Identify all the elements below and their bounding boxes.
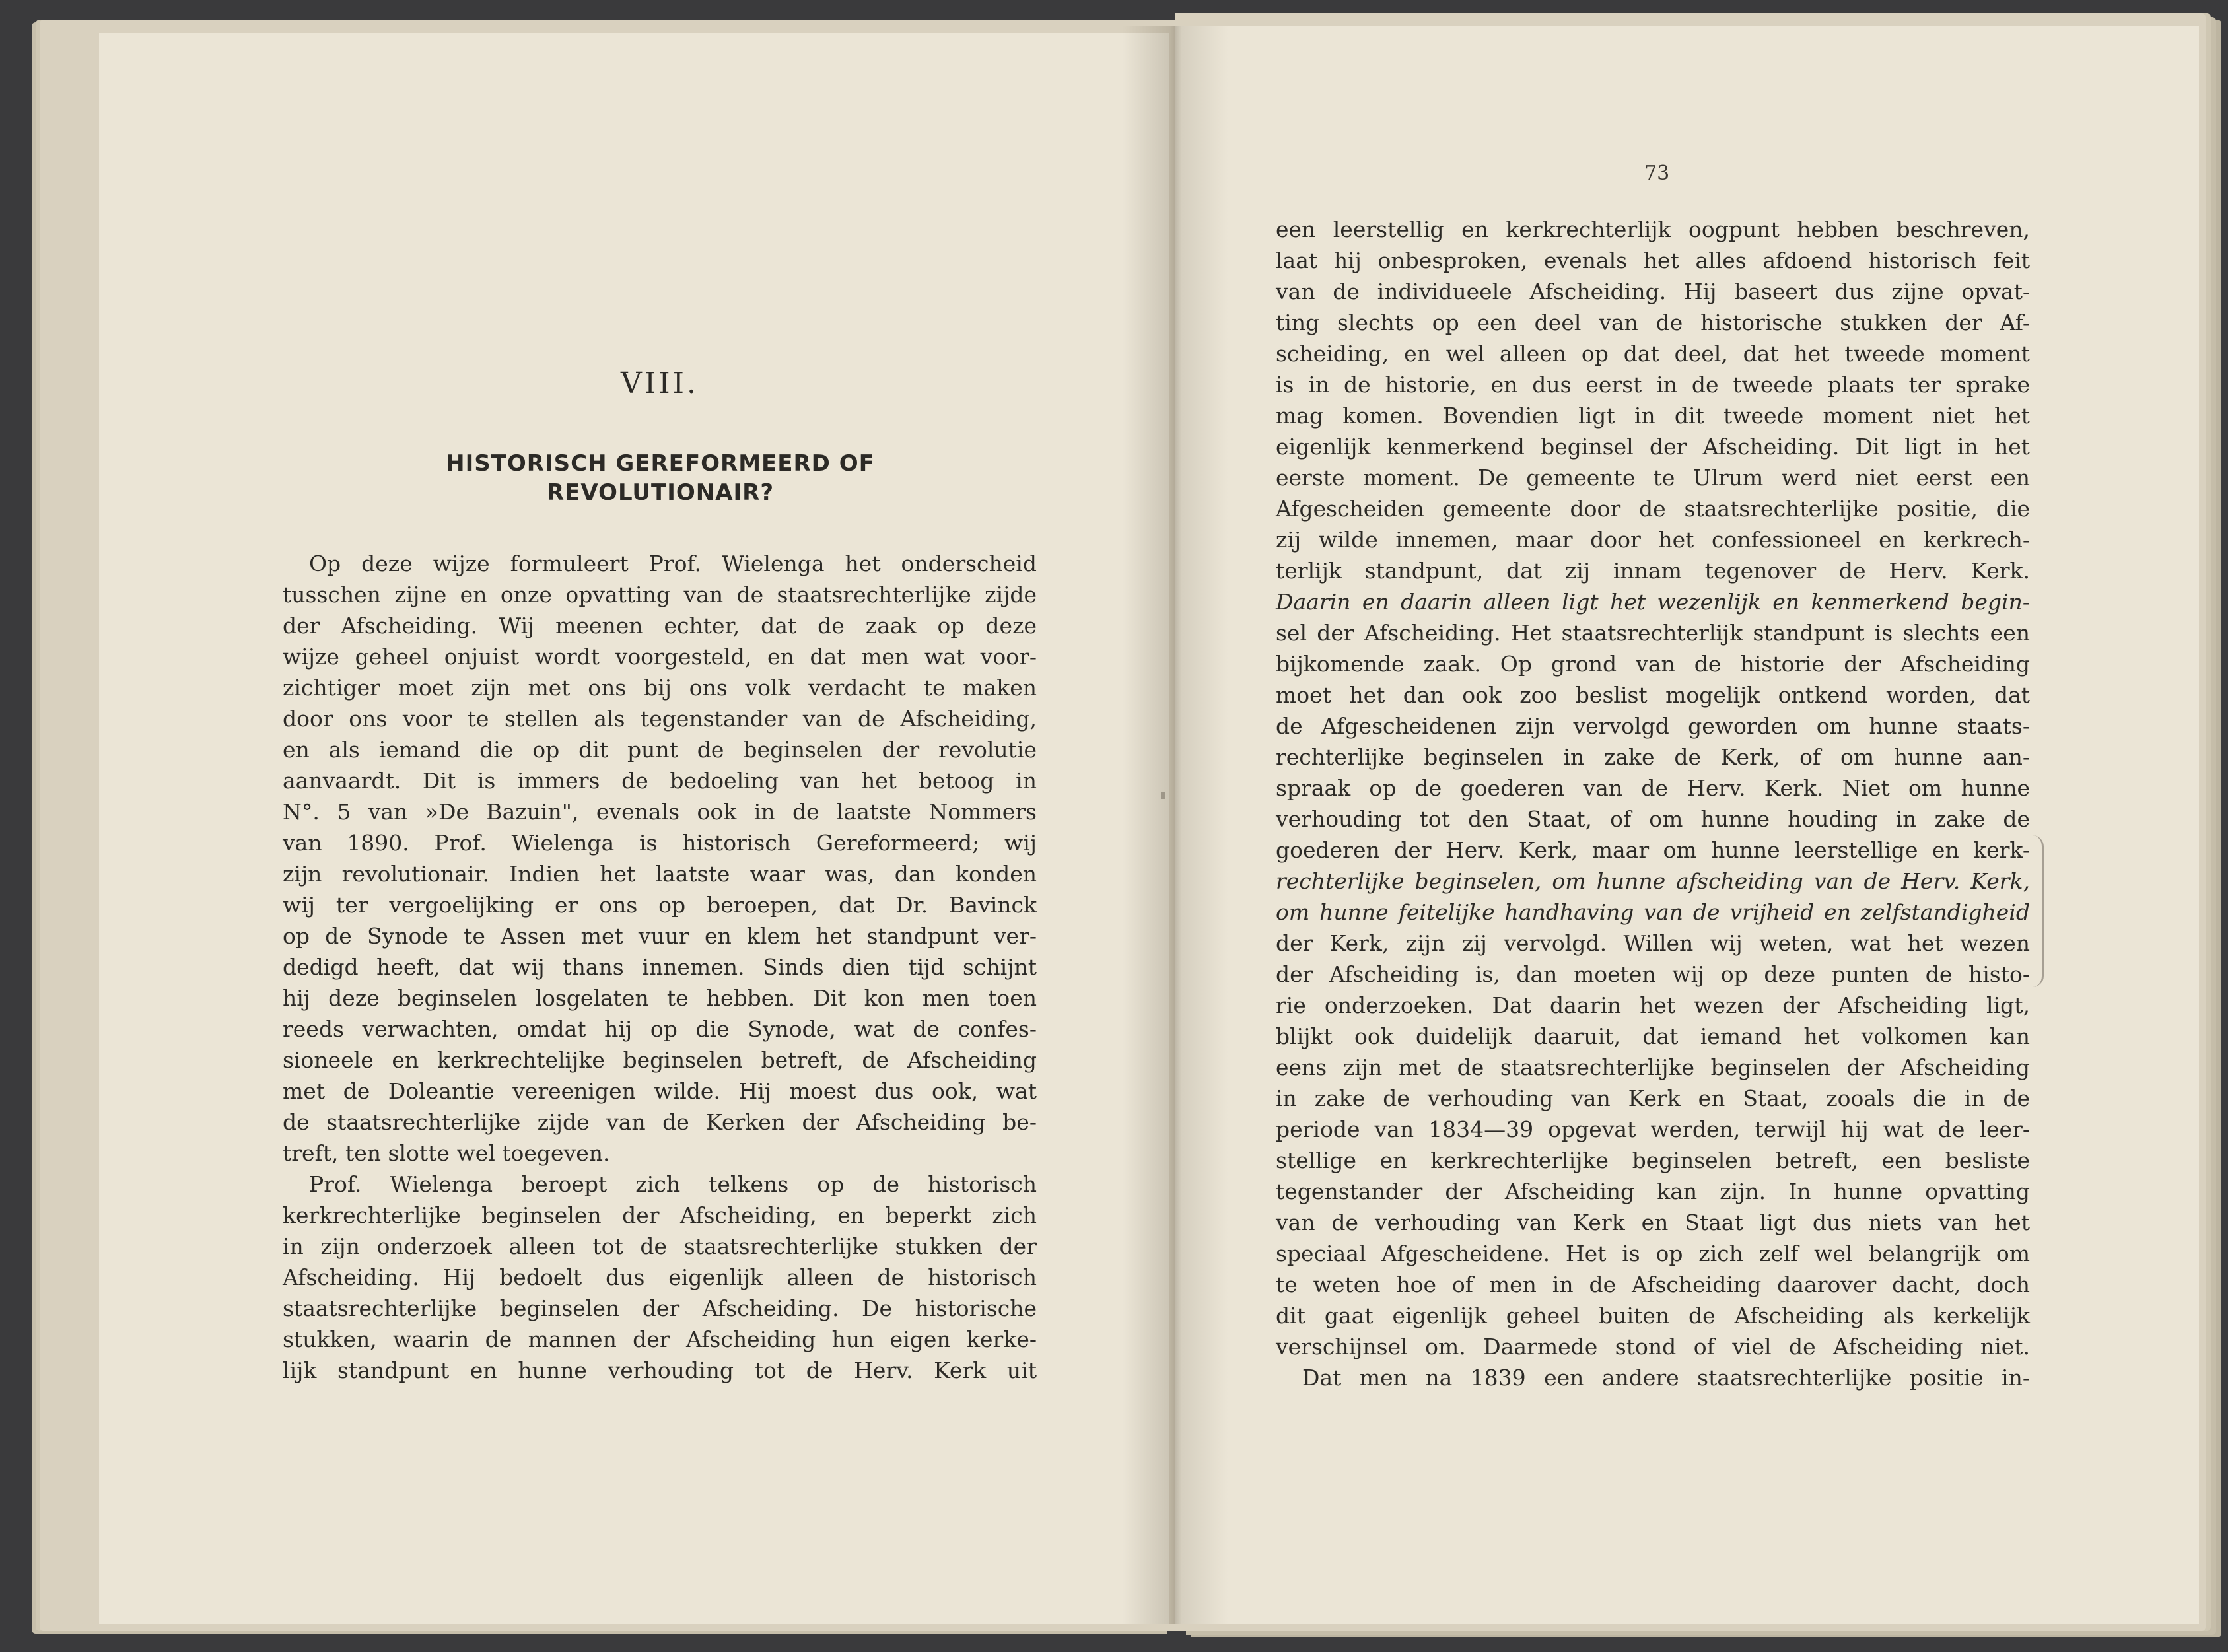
text-line: Daarin en daarin alleen ligt het wezenlijk en kenmerkend begin- (1276, 589, 2030, 615)
text-line: zichtiger moet zijn met ons bij ons volk verdacht te maken (283, 675, 1037, 701)
text-line: de Afgescheidenen zijn vervolgd geworden om hunne staats- (1276, 713, 2030, 739)
text-line: mag komen. Bovendien ligt in dit tweede moment niet het (1276, 403, 2030, 429)
text-line: laat hij onbesproken, evenals het alles afdoend historisch feit (1276, 248, 2030, 273)
book-gutter (1123, 26, 1228, 1624)
text-line: bijkomende zaak. Op grond van de historie der Afscheiding (1276, 651, 2030, 677)
text-line: verhouding tot den Staat, of om hunne houding in zake de (1276, 806, 2030, 832)
text-line: rechterlijke beginselen in zake de Kerk, of om hunne aan- (1276, 744, 2030, 770)
chapter-number: VIII. (621, 366, 699, 400)
text-line: wij ter vergoelijking er ons op beroepen, dat Dr. Bavinck (283, 892, 1037, 918)
text-line: met de Doleantie vereenigen wilde. Hij moest dus ook, wat (283, 1078, 1037, 1104)
text-line: kerkrechterlijke beginselen der Afscheiding, en beperkt zich (283, 1202, 1037, 1228)
text-line: stellige en kerkrechterlijke beginselen betreft, een besliste (1276, 1148, 2030, 1173)
text-line: in zijn onderzoek alleen tot de staatsrechterlijke stukken der (283, 1233, 1037, 1259)
chapter-title (370, 449, 951, 507)
text-line: der Afscheiding is, dan moeten wij op deze punten de histo- (1276, 961, 2030, 987)
text-line: rechterlijke beginselen, om hunne afscheiding van de Herv. Kerk, (1276, 868, 2030, 894)
text-line: reeds verwachten, omdat hij op die Synode, wat de confes- (283, 1016, 1037, 1042)
text-line: rie onderzoeken. Dat daarin het wezen der Afscheiding ligt, (1276, 992, 2030, 1018)
text-line: tusschen zijne en onze opvatting van de staatsrechterlijke zijde (283, 582, 1037, 607)
text-line: van 1890. Prof. Wielenga is historisch Gereformeerd; wij (283, 830, 1037, 856)
text-line: N°. 5 van »De Bazuin", evenals ook in de laatste Nommers (283, 799, 1037, 825)
text-line: wijze geheel onjuist wordt voorgesteld, en dat men wat voor- (283, 644, 1037, 670)
text-line: treft, ten slotte wel toegeven. (283, 1140, 610, 1166)
text-line: op de Synode te Assen met vuur en klem het standpunt ver- (283, 923, 1037, 949)
text-line: der Kerk, zijn zij vervolgd. Willen wij weten, wat het wezen (1276, 930, 2030, 956)
text-line: aanvaardt. Dit is immers de bedoeling van het betoog in (283, 768, 1037, 794)
text-line: eigenlijk kenmerkend beginsel der Afscheiding. Dit ligt in het (1276, 434, 2030, 460)
text-line: hij deze beginselen losgelaten te hebben. Dit kon men toen (283, 985, 1037, 1011)
text-line: goederen der Herv. Kerk, maar om hunne leerstellige en kerk- (1276, 837, 2030, 863)
text-line: moet het dan ook zoo beslist mogelijk ontkend worden, dat (1276, 682, 2030, 708)
text-line: Afscheiding. Hij bedoelt dus eigenlijk alleen de historisch (283, 1264, 1037, 1290)
text-line: Op deze wijze formuleert Prof. Wielenga het onderscheid (309, 551, 1037, 576)
text-line: ting slechts op een deel van de historische stukken der Af- (1276, 310, 2030, 335)
text-line: door ons voor te stellen als tegenstander van de Afscheiding, (283, 706, 1037, 732)
text-line: tegenstander der Afscheiding kan zijn. In hunne opvatting (1276, 1179, 2030, 1204)
text-line: stukken, waarin de mannen der Afscheiding hun eigen kerke- (283, 1326, 1037, 1352)
text-line: terlijk standpunt, dat zij innam tegenover de Herv. Kerk. (1276, 558, 2030, 584)
left-body-text (283, 548, 1037, 1386)
text-line: staatsrechterlijke beginselen der Afscheiding. De historische (283, 1295, 1037, 1321)
text-line: Dat men na 1839 een andere staatsrechterlijke positie in- (1302, 1365, 2030, 1391)
text-line: om hunne feitelijke handhaving van de vrijheid en zelfstandigheid (1276, 899, 2030, 925)
text-line: spraak op de goederen van de Herv. Kerk. Niet om hunne (1276, 775, 2030, 801)
text-line: periode van 1834—39 opgevat werden, terwijl hij wat de leer- (1276, 1117, 2030, 1142)
text-line: verschijnsel om. Daarmede stond of viel de Afscheiding niet. (1276, 1334, 2030, 1359)
text-line: dit gaat eigenlijk geheel buiten de Afscheiding als kerkelijk (1276, 1303, 2030, 1328)
text-line: sioneele en kerkrechtelijke beginselen betreft, de Afscheiding (283, 1047, 1037, 1073)
text-line: Prof. Wielenga beroept zich telkens op de historisch (309, 1171, 1037, 1197)
text-line: van de verhouding van Kerk en Staat ligt dus niets van het (1276, 1210, 2030, 1235)
pencil-bracket-mark (2033, 835, 2044, 987)
text-line: scheiding, en wel alleen op dat deel, dat het tweede moment (1276, 341, 2030, 366)
text-line: sel der Afscheiding. Het staatsrechterlijk standpunt is slechts een (1276, 620, 2030, 646)
text-line: eerste moment. De gemeente te Ulrum werd niet eerst een (1276, 465, 2030, 491)
text-line: van de individueele Afscheiding. Hij baseert dus zijne opvat- (1276, 279, 2030, 304)
page-number: 73 (1644, 162, 1670, 185)
chapter-title-line-2: REVOLUTIONAIR? (546, 479, 775, 506)
text-line: blijkt ook duidelijk daaruit, dat iemand het volkomen kan (1276, 1023, 2030, 1049)
text-line: der Afscheiding. Wij meenen echter, dat de zaak op deze (283, 613, 1037, 638)
text-line: Afgescheiden gemeente door de staatsrechterlijke positie, die (1276, 496, 2030, 522)
text-line: zij wilde innemen, maar door het confessioneel en kerkrech- (1276, 527, 2030, 553)
text-line: te weten hoe of men in de Afscheiding daarover dacht, doch (1276, 1272, 2030, 1297)
spine-mark (1161, 792, 1165, 799)
text-line: en als iemand die op dit punt de beginselen der revolutie (283, 737, 1037, 763)
chapter-title-line-1: HISTORISCH GEREFORMEERD OF (446, 450, 875, 477)
text-line: dedigd heeft, dat wij thans innemen. Sinds dien tijd schijnt (283, 954, 1037, 980)
text-line: lijk standpunt en hunne verhouding tot de Herv. Kerk uit (283, 1358, 1037, 1383)
text-line: de staatsrechterlijke zijde van de Kerken der Afscheiding be- (283, 1109, 1037, 1135)
right-body-text (1276, 214, 2030, 1393)
text-line: zijn revolutionair. Indien het laatste waar was, dan konden (283, 861, 1037, 887)
text-line: speciaal Afgescheidene. Het is op zich zelf wel belangrijk om (1276, 1241, 2030, 1266)
text-line: is in de historie, en dus eerst in de tweede plaats ter sprake (1276, 372, 2030, 397)
text-line: een leerstellig en kerkrechterlijk oogpunt hebben beschreven, (1276, 217, 2030, 242)
text-line: in zake de verhouding van Kerk en Staat, zooals die in de (1276, 1085, 2030, 1111)
text-line: eens zijn met de staatsrechterlijke beginselen der Afscheiding (1276, 1054, 2030, 1080)
